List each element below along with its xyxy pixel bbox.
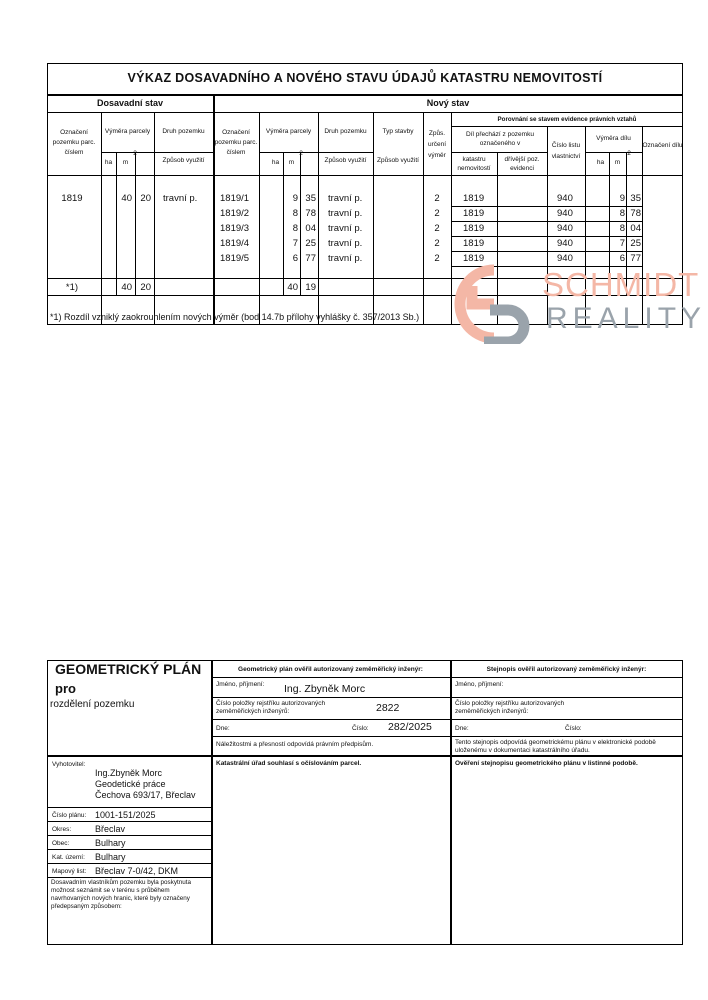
schmidt-reality-logo [454, 264, 707, 344]
old-col-type: Druh pozemku [162, 128, 205, 135]
copy-name-label: Jméno, příjmení: [455, 681, 504, 688]
plan-field-value: Bulhary [95, 852, 126, 862]
new-lv: 940 [557, 238, 573, 249]
new-parcel: 1819/2 [220, 208, 250, 219]
part-m: 78 [630, 208, 641, 219]
part-m: 25 [630, 238, 641, 249]
compare-col-lv: Číslo listu vlastnictví [551, 142, 581, 160]
new-lv: 940 [557, 253, 573, 264]
new-m: 35 [305, 193, 316, 204]
plan-field-label: Obec: [52, 840, 70, 847]
verified-reg-value: 2822 [376, 702, 400, 714]
part-ha: 8 [619, 208, 625, 219]
old-col-area: Výměra parcely [104, 128, 151, 135]
new-col-m: m [288, 159, 295, 166]
plan-field-label: Okres: [52, 826, 72, 833]
compare-col-cadastre: katastru nemovitostí [457, 156, 491, 172]
logo-line-1: SCHMIDT [542, 266, 700, 303]
new-method: 2 [434, 208, 440, 219]
author-line-1: Ing.Zbyněk Morc [95, 768, 163, 778]
compare-col-earlier: dřívější poz. evidenci [504, 156, 540, 172]
copy-date-label: Dne: [455, 725, 469, 732]
new-cadastre: 1819 [463, 193, 485, 204]
compare-col-part-area: Výměra dílu [596, 135, 631, 142]
compare-col-part: Díl přechází z pozemku označeného v [466, 131, 534, 147]
new-m: 04 [305, 223, 316, 234]
verified-accuracy: Náležitostmi a přesností odpovídá právním předpisům. [216, 741, 374, 748]
new-type: travní p. [328, 253, 363, 264]
old-type: travní p. [163, 193, 198, 204]
verified-name-value: Ing. Zbyněk Morc [284, 683, 366, 695]
sum-old-m: 20 [140, 282, 151, 293]
plan-field-value: Břeclav 7-0/42, DKM [95, 866, 179, 876]
footnote: *1) Rozdíl vzniklý zaokrouhlením nových výměr (bod 14.7b přílohy vyhlášky č. 357/2013 Sb.) [50, 312, 420, 322]
compare-col-m: m [614, 159, 621, 166]
part-m: 04 [630, 223, 641, 234]
new-col-usage: Způsob využití [324, 157, 367, 164]
plan-field-label: Číslo plánu: [52, 812, 87, 819]
sum-mark: *1) [65, 282, 79, 293]
new-lv: 940 [557, 223, 573, 234]
part-ha: 9 [619, 193, 625, 204]
new-type: travní p. [328, 208, 363, 219]
plan-field-label: Mapový list: [52, 868, 87, 875]
sum-old-ha: 40 [121, 282, 132, 293]
new-col-sup: 2 [299, 150, 303, 157]
part-m: 35 [630, 193, 641, 204]
compare-col-part-id: Označení dílu [642, 142, 683, 149]
author-line-3: Čechova 693/17, Břeclav [95, 790, 196, 800]
new-col-parcel: Označení pozemku parc. číslem [214, 129, 258, 156]
new-col-building: Typ stavby [382, 128, 414, 135]
new-parcel: 1819/5 [220, 253, 250, 264]
new-method: 2 [434, 223, 440, 234]
new-method: 2 [434, 238, 440, 249]
compare-col-sup: 2 [627, 150, 631, 157]
old-state-header: Dosavadní stav [96, 98, 164, 108]
logo-line-2: REALITY [546, 302, 707, 335]
copy-number-label: Číslo: [565, 725, 582, 732]
copy-header: Stejnopis ověřil autorizovaný zeměměřický inženýr: [486, 666, 647, 673]
old-col-m: m [122, 159, 129, 166]
sum-new-m: 19 [305, 282, 316, 293]
new-method: 2 [434, 193, 440, 204]
part-m: 77 [630, 253, 641, 264]
new-cadastre: 1819 [463, 253, 485, 264]
verified-header: Geometrický plán ověřil autorizovaný zeměměřický inženýr: [238, 666, 423, 673]
author-label: Vyhotovitel: [52, 761, 86, 768]
new-col-usage-2: Způsob využití [377, 157, 419, 164]
new-parcel: 1819/3 [220, 223, 250, 234]
old-m: 20 [140, 193, 151, 204]
verified-date-label: Dne: [216, 725, 230, 732]
new-ha: 7 [292, 238, 298, 249]
verified-reg-label: Číslo položky rejstříku autorizovaných zeměměřických inženýrů: [216, 700, 326, 715]
new-lv: 940 [557, 193, 573, 204]
plan-field-value: Břeclav [95, 824, 126, 834]
compare-col-ha: ha [596, 159, 605, 166]
old-ha: 40 [121, 193, 132, 204]
plan-field-value: Bulhary [95, 838, 126, 848]
copy-verification: Ověření stejnopisu geometrického plánu v listinné podobě. [455, 760, 638, 767]
old-col-sup: 2 [133, 150, 137, 157]
statement-title: VÝKAZ DOSAVADNÍHO A NOVÉHO STAVU ÚDAJŮ KATASTRU NEMOVITOSTÍ [127, 71, 603, 85]
new-type: travní p. [328, 238, 363, 249]
new-col-type: Druh pozemku [324, 128, 367, 135]
new-lv: 940 [557, 208, 573, 219]
new-cadastre: 1819 [463, 208, 485, 219]
copy-reg-label: Číslo položky rejstříku autorizovaných zeměměřických inženýrů: [455, 700, 565, 715]
new-cadastre: 1819 [463, 238, 485, 249]
new-ha: 9 [292, 193, 298, 204]
owner-consent-text: Dosavadním vlastníkům pozemku byla poskytnuta možnost seznámit se v terénu s průběhem navrhovaných nových hranic, které byly označeny předepsaným způsobem: [51, 879, 191, 910]
office-consent: Katastrální úřad souhlasí s očíslováním parcel. [216, 760, 362, 767]
new-parcel: 1819/1 [220, 193, 250, 204]
old-parcel: 1819 [61, 193, 83, 204]
new-col-ha: ha [271, 159, 280, 166]
compare-header: Porovnání se stavem evidence právních vztahů [497, 116, 637, 123]
copy-text: Tento stejnopis odpovídá geometrickému plánu v elektronické podobě uloženému v dokumentaci katastrálního úřadu. [455, 739, 656, 754]
plan-title: GEOMETRICKÝ PLÁN [55, 661, 202, 677]
part-ha: 7 [619, 238, 625, 249]
new-m: 77 [305, 253, 316, 264]
old-col-ha: ha [104, 159, 113, 166]
part-ha: 8 [619, 223, 625, 234]
old-col-parcel: Označení pozemku parc. číslem [52, 129, 96, 156]
author-line-2: Geodetické práce [95, 779, 166, 789]
new-ha: 8 [292, 223, 298, 234]
verified-name-label: Jméno, příjmení: [216, 681, 265, 688]
part-ha: 6 [619, 253, 625, 264]
new-state-header: Nový stav [426, 98, 470, 108]
new-type: travní p. [328, 223, 363, 234]
new-parcel: 1819/4 [220, 238, 250, 249]
new-type: travní p. [328, 193, 363, 204]
old-col-usage: Způsob využití [162, 157, 205, 164]
new-cadastre: 1819 [463, 223, 485, 234]
plan-purpose: rozdělení pozemku [50, 699, 135, 710]
plan-field-label: Kat. území: [52, 854, 85, 861]
new-col-area: Výměra parcely [265, 128, 312, 135]
verified-number-value: 282/2025 [388, 721, 432, 733]
new-m: 25 [305, 238, 316, 249]
verified-number-label: Číslo: [352, 725, 369, 732]
new-method: 2 [434, 253, 440, 264]
plan-pro: pro [55, 681, 76, 696]
new-ha: 6 [292, 253, 298, 264]
new-col-method: Způs. určení výměr [427, 130, 447, 159]
new-ha: 8 [292, 208, 298, 219]
plan-field-value: 1001-151/2025 [95, 810, 156, 820]
new-m: 78 [305, 208, 316, 219]
sum-new-ha: 40 [287, 282, 298, 293]
